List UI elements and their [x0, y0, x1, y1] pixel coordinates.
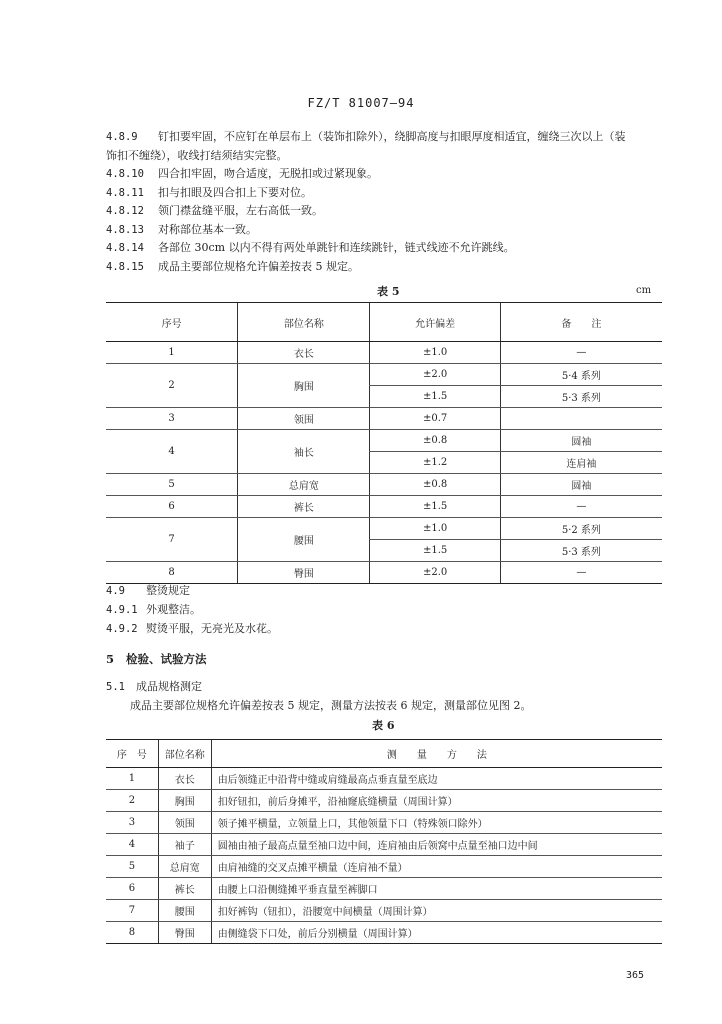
- table5-cell-deviation: ±1.0: [370, 518, 500, 540]
- clause: [106, 221, 257, 239]
- table-row: [106, 364, 662, 386]
- table6-cell-method: 由后领缝正中沿背中缝或肩缝最高点垂直量至底边: [211, 768, 662, 790]
- table5-cell-note: 圆袖: [500, 474, 662, 496]
- clause-text: 扣与扣眼及四合扣上下要对位。: [158, 185, 312, 199]
- table5-header-no: 序号: [106, 303, 238, 342]
- clause-text: 外观整洁。: [146, 603, 201, 616]
- section-5-title: 检验、试验方法: [126, 652, 207, 666]
- table5-cell-deviation: ±2.0: [370, 364, 500, 386]
- table5-cell-deviation: ±0.8: [370, 474, 500, 496]
- table6-cell-no: 4: [106, 834, 158, 856]
- clause: [106, 184, 312, 202]
- table6-cell-no: 1: [106, 768, 158, 790]
- table5-unit: cm: [636, 285, 652, 296]
- table6-cell-method: 圆袖由袖子最高点量至袖口边中间，连肩袖由后领窝中点量至袖口边中间: [211, 834, 662, 856]
- table6-cell-part: 领围: [158, 812, 211, 834]
- clause-text: 各部位 30cm 以内不得有两处单跳针和连续跳针，链式线迹不允许跳线。: [158, 241, 515, 254]
- table-row: [106, 856, 662, 878]
- table5-cell-part: 臀围: [238, 562, 370, 584]
- table5-cell-deviation: ±0.7: [370, 408, 500, 430]
- clause-text: 熨烫平服，无亮光及水花。: [146, 622, 278, 635]
- table5-cell-no: 4: [106, 430, 238, 474]
- table6-cell-part: 胸围: [158, 790, 211, 812]
- table6-cell-part: 总肩宽: [158, 856, 211, 878]
- table5-cell-deviation: ±1.5: [370, 496, 500, 518]
- document-header: FZ/T 81007—94: [307, 96, 415, 110]
- table5-cell-note: 5·2 系列: [500, 518, 662, 540]
- clause: [106, 601, 201, 619]
- table-row: [106, 342, 662, 364]
- page-number: 365: [625, 970, 644, 981]
- table-row: [106, 768, 662, 790]
- table6-cell-no: 8: [106, 922, 158, 944]
- clause-text: 成品规格测定: [136, 680, 202, 693]
- clause-text: 对称部位基本一致。: [158, 222, 257, 236]
- table-row: [106, 408, 662, 430]
- table-row: [106, 562, 662, 584]
- table-row: [106, 496, 662, 518]
- table-row: [106, 922, 662, 944]
- table5-cell-note: 圆袖: [500, 430, 662, 452]
- table6-cell-method: 领子摊平横量，立领量上口，其他领量下口（特殊领口除外）: [211, 812, 662, 834]
- table6-cell-part: 裤长: [158, 878, 211, 900]
- table-row: [106, 474, 662, 496]
- table6-header-part: 部位名称: [158, 740, 211, 768]
- table5-cell-note: —: [500, 496, 662, 518]
- table5-cell-no: 3: [106, 408, 238, 430]
- table5-cell-deviation: ±1.2: [370, 452, 500, 474]
- table6-header-no: 序 号: [106, 740, 158, 768]
- table5-cell-part: 总肩宽: [238, 474, 370, 496]
- table5-cell-no: 1: [106, 342, 238, 364]
- clause-number: 4.8.11: [106, 186, 144, 199]
- clause-number: 4.9: [106, 585, 125, 597]
- clause: [106, 620, 278, 638]
- table6-cell-method: 由侧缝袋下口处，前后分别横量（周围计算）: [211, 922, 662, 944]
- table-row: [106, 430, 662, 452]
- table6-cell-part: 袖子: [158, 834, 211, 856]
- table5-cell-deviation: ±1.5: [370, 540, 500, 562]
- clause-number: 4.8.15: [106, 260, 144, 273]
- table5-cell-no: 2: [106, 364, 238, 408]
- clause: [106, 582, 190, 600]
- clause-number: 4.9.1: [106, 604, 138, 616]
- clause: [106, 147, 288, 164]
- table-row: [106, 900, 662, 922]
- section-5-1-heading: [106, 678, 202, 696]
- clause-number: 4.8.14: [106, 242, 144, 254]
- table-row: [106, 878, 662, 900]
- table5-cell-part: 袖长: [238, 430, 370, 474]
- clause: [106, 258, 359, 276]
- table5-cell-part: 衣长: [238, 342, 370, 364]
- table5-cell-no: 6: [106, 496, 238, 518]
- table5-cell-deviation: ±1.5: [370, 386, 500, 408]
- table6-cell-no: 5: [106, 856, 158, 878]
- section-5-1-text: 成品主要部位规格允许偏差按表 5 规定，测量方法按表 6 规定，测量部位见图 2。: [130, 699, 532, 712]
- table5-cell-no: 7: [106, 518, 238, 562]
- clause: [106, 202, 323, 220]
- table5-cell-part: 腰围: [238, 518, 370, 562]
- table5-cell-note: 5·3 系列: [500, 540, 662, 562]
- table6-cell-no: 3: [106, 812, 158, 834]
- clause-number: 4.8.10: [106, 168, 144, 180]
- table5-header-part: 部位名称: [238, 303, 370, 342]
- table6-cell-method: 由腰上口沿侧缝摊平垂直量至裤脚口: [211, 878, 662, 900]
- table6-cell-no: 6: [106, 878, 158, 900]
- table5-header-deviation: 允许偏差: [370, 303, 500, 342]
- table5-cell-note: —: [500, 562, 662, 584]
- table6-cell-part: 衣长: [158, 768, 211, 790]
- table-row: [106, 812, 662, 834]
- table5-cell-note: 5·4 系列: [500, 364, 662, 386]
- table-row: [106, 518, 662, 540]
- table5-cell-no: 5: [106, 474, 238, 496]
- clause-text: 钉扣要牢固，不应钉在单层布上（装饰扣除外），绕脚高度与扣眼厚度相适宜，缠绕三次以上（装: [158, 130, 626, 143]
- clause-number: 5.1: [106, 681, 125, 693]
- clause: [106, 239, 515, 257]
- clause-text: 整烫规定: [146, 584, 190, 597]
- table5-caption: 表 5: [377, 285, 400, 298]
- section-5-heading: [106, 651, 207, 667]
- table-6: [106, 739, 662, 944]
- table-row: [106, 790, 662, 812]
- table5-cell-part: 领围: [238, 408, 370, 430]
- table6-cell-method: 扣好裤钩（钮扣），沿腰宽中间横量（周围计算）: [211, 900, 662, 922]
- clause-number: 4.8.13: [106, 223, 144, 236]
- table6-cell-method: 由肩袖缝的交叉点摊平横量（连肩袖不量）: [211, 856, 662, 878]
- clause: [106, 165, 378, 183]
- table6-cell-part: 臀围: [158, 922, 211, 944]
- table6-cell-part: 腰围: [158, 900, 211, 922]
- table5-cell-no: 8: [106, 562, 238, 584]
- table6-cell-no: 2: [106, 790, 158, 812]
- table5-cell-note: 连肩袖: [500, 452, 662, 474]
- table5-cell-deviation: ±0.8: [370, 430, 500, 452]
- table5-cell-note: —: [500, 342, 662, 364]
- clause-text: 四合扣牢固，吻合适度，无脱扣或过紧现象。: [158, 167, 378, 180]
- clause-number: 4.8.12: [106, 205, 144, 217]
- table-row: [106, 834, 662, 856]
- table5-cell-note: [500, 408, 662, 430]
- clause-number: 4.9.2: [106, 623, 138, 635]
- table5-cell-part: 胸围: [238, 364, 370, 408]
- table6-cell-no: 7: [106, 900, 158, 922]
- table5-header-note: 备 注: [500, 303, 662, 342]
- table-5: [106, 302, 662, 584]
- clause-number: 4.8.9: [106, 131, 138, 143]
- table5-cell-part: 裤长: [238, 496, 370, 518]
- clause-text: 饰扣不缠绕），收线打结须结实完整。: [106, 148, 288, 162]
- table5-cell-note: 5·3 系列: [500, 386, 662, 408]
- clause: [106, 128, 626, 146]
- clause-text: 领门襟盆缝平服，左右高低一致。: [158, 204, 323, 217]
- section-5-number: 5: [106, 652, 115, 666]
- table6-caption: 表 6: [372, 719, 395, 732]
- table5-cell-deviation: ±2.0: [370, 562, 500, 584]
- table6-cell-method: 扣好钮扣，前后身摊平，沿袖窿底缝横量（周围计算）: [211, 790, 662, 812]
- table5-cell-deviation: ±1.0: [370, 342, 500, 364]
- clause-text: 成品主要部位规格允许偏差按表 5 规定。: [158, 259, 359, 273]
- table6-header-method: 测 量 方 法: [211, 740, 662, 768]
